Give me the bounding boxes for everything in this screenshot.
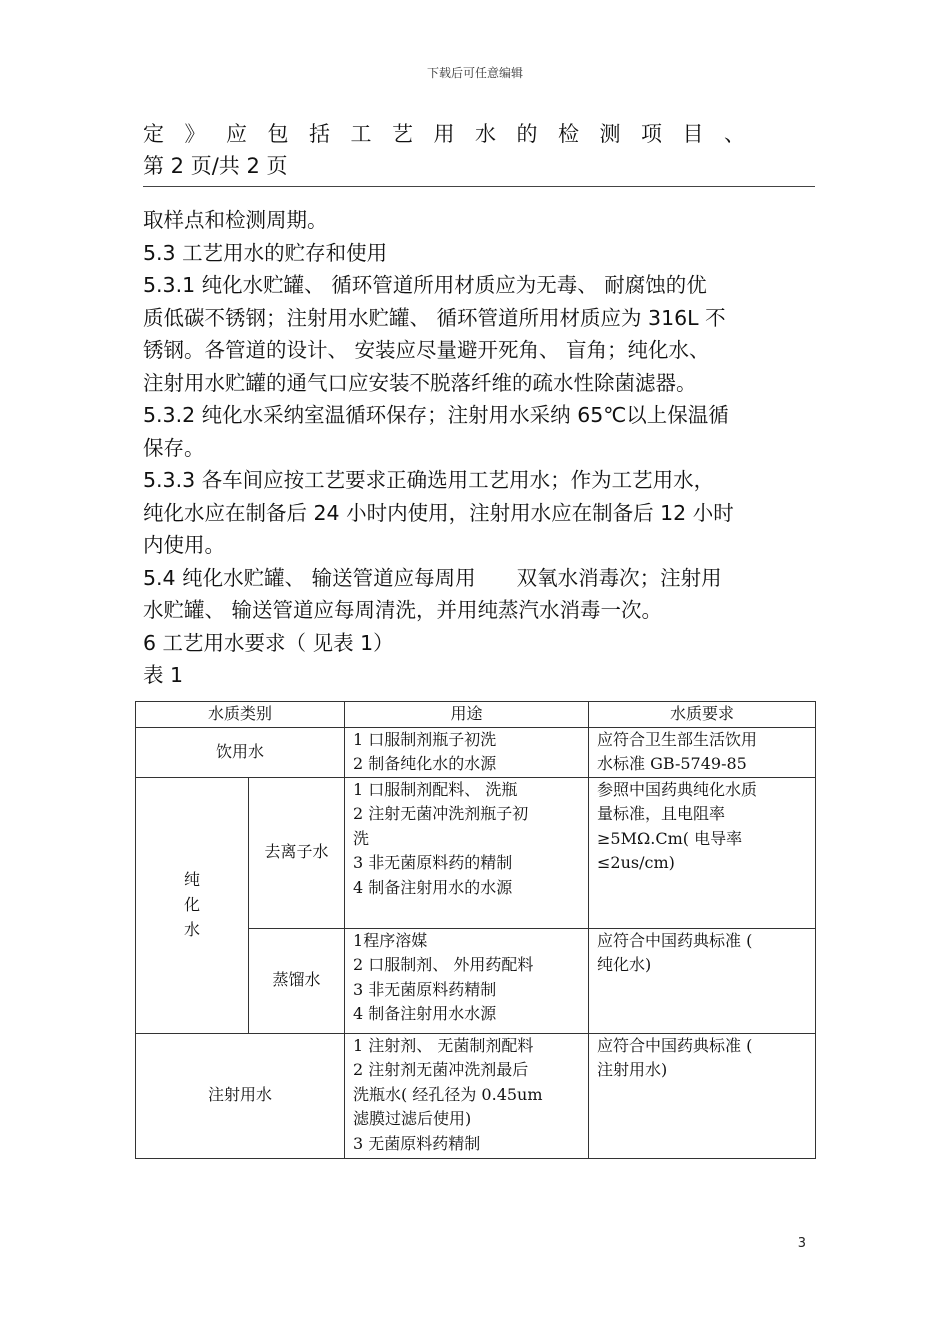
category-cell	[136, 777, 249, 1033]
requirement-line: 注射用水)	[597, 1060, 668, 1079]
use-line: 3 非无菌原料药精制	[353, 979, 497, 999]
table-row	[136, 777, 816, 928]
subcategory-cell: 去离子水	[249, 777, 345, 928]
paragraph-line: 5.3.2 纯化水采纳室温循环保存；注射用水采纳 65℃以上保温循	[143, 403, 729, 427]
paragraph-line: 锈钢。各管道的设计、 安装应尽量避开死角、 盲角；纯化水、	[143, 338, 710, 362]
header-cell: 用途	[345, 702, 589, 728]
header-cell: 水质类别	[136, 702, 345, 728]
paragraph-line: 注射用水贮罐的通气口应安装不脱落纤维的疏水性除菌滤器。	[143, 370, 697, 395]
use-line: 4 制备注射用水水源	[353, 1004, 497, 1023]
requirement-line: 应符合中国药典标准 (	[597, 1035, 753, 1055]
header-line-1: 定》应包括工艺用水的检测项目、	[143, 122, 766, 146]
paragraph-line: 保存。	[143, 435, 205, 460]
paragraph-line: 5.3.1 纯化水贮罐、 循环管道所用材质应为无毒、 耐腐蚀的优	[143, 273, 707, 297]
paragraph-line: 质低碳不锈钢；注射用水贮罐、 循环管道所用材质应为 316L 不	[143, 305, 726, 330]
requirement-cell	[589, 727, 816, 777]
paragraph-line: 5.4 纯化水贮罐、 输送管道应每周用 双氧水消毒次；注射用	[143, 565, 722, 590]
requirement-line: 纯化水)	[597, 955, 652, 974]
category-char: 纯	[183, 870, 200, 890]
requirement-cell	[589, 777, 816, 928]
table-row	[136, 1033, 816, 1158]
requirement-line: 应符合卫生部生活饮用	[597, 729, 758, 749]
uses-cell	[345, 777, 589, 928]
table-caption: 表 1	[143, 663, 184, 687]
use-line: 洗瓶水( 经孔径为 0.45um	[353, 1084, 543, 1104]
section-heading: 5.3 工艺用水的贮存和使用	[143, 240, 388, 265]
section-heading: 6 工艺用水要求（ 见表 1）	[143, 630, 394, 655]
use-line: 2 口服制剂、 外用药配料	[353, 955, 534, 974]
use-line: 2 注射无菌冲洗剂瓶子初	[353, 804, 529, 823]
page-number: 3	[797, 1236, 806, 1251]
paragraph-line: 水贮罐、 输送管道应每周清洗，并用纯蒸汽水消毒一次。	[143, 598, 663, 622]
requirement-line: 参照中国药典纯化水质	[597, 779, 758, 799]
requirement-line: ≤2us/cm)	[597, 853, 675, 872]
water-requirements-table	[135, 701, 816, 1159]
paragraph-line: 纯化水应在制备后 24 小时内使用，注射用水应在制备后 12 小时	[143, 500, 734, 525]
body-text	[143, 204, 815, 692]
requirement-line: 水标准 GB-5749-85	[597, 754, 747, 773]
table-header-row	[136, 702, 816, 728]
uses-cell	[345, 1033, 589, 1158]
use-line: 1 口服制剂瓶子初洗	[353, 729, 497, 749]
paragraph-line: 取样点和检测周期。	[143, 208, 328, 232]
use-line: 1 口服制剂配料、 洗瓶	[353, 779, 518, 799]
subcategory-cell: 蒸馏水	[249, 928, 345, 1033]
header-divider	[143, 186, 815, 187]
category-cell: 注射用水	[136, 1033, 345, 1158]
requirement-line: 量标准，且电阻率	[597, 804, 726, 823]
requirement-line: ≥5MΩ.Cm( 电导率	[597, 828, 743, 848]
paragraph-line: 内使用。	[143, 533, 225, 557]
use-line: 3 非无菌原料药的精制	[353, 853, 513, 872]
uses-cell	[345, 727, 589, 777]
use-line: 4 制备注射用水的水源	[353, 877, 513, 897]
use-line: 2 注射剂无菌冲洗剂最后	[353, 1060, 529, 1079]
uses-cell	[345, 928, 589, 1033]
paragraph-line: 5.3.3 各车间应按工艺要求正确选用工艺用水；作为工艺用水，	[143, 468, 715, 492]
header-line-2: 第 2 页/共 2 页	[143, 154, 288, 178]
use-line: 3 无菌原料药精制	[353, 1133, 481, 1153]
requirement-cell	[589, 928, 816, 1033]
category-char: 化	[183, 895, 200, 915]
table-row	[136, 727, 816, 777]
download-note: 下载后可任意编辑	[426, 66, 523, 80]
category-char: 水	[183, 920, 200, 940]
use-line: 洗	[353, 828, 370, 848]
use-line: 1程序溶媒	[353, 930, 428, 950]
page-header	[143, 118, 815, 182]
use-line: 1 注射剂、 无菌制剂配料	[353, 1035, 534, 1055]
use-line: 2 制备纯化水的水源	[353, 754, 497, 773]
requirement-line: 应符合中国药典标准 (	[597, 930, 753, 950]
requirement-cell	[589, 1033, 816, 1158]
use-line: 滤膜过滤后使用)	[353, 1109, 472, 1128]
category-cell: 饮用水	[136, 727, 345, 777]
header-cell: 水质要求	[589, 702, 816, 728]
